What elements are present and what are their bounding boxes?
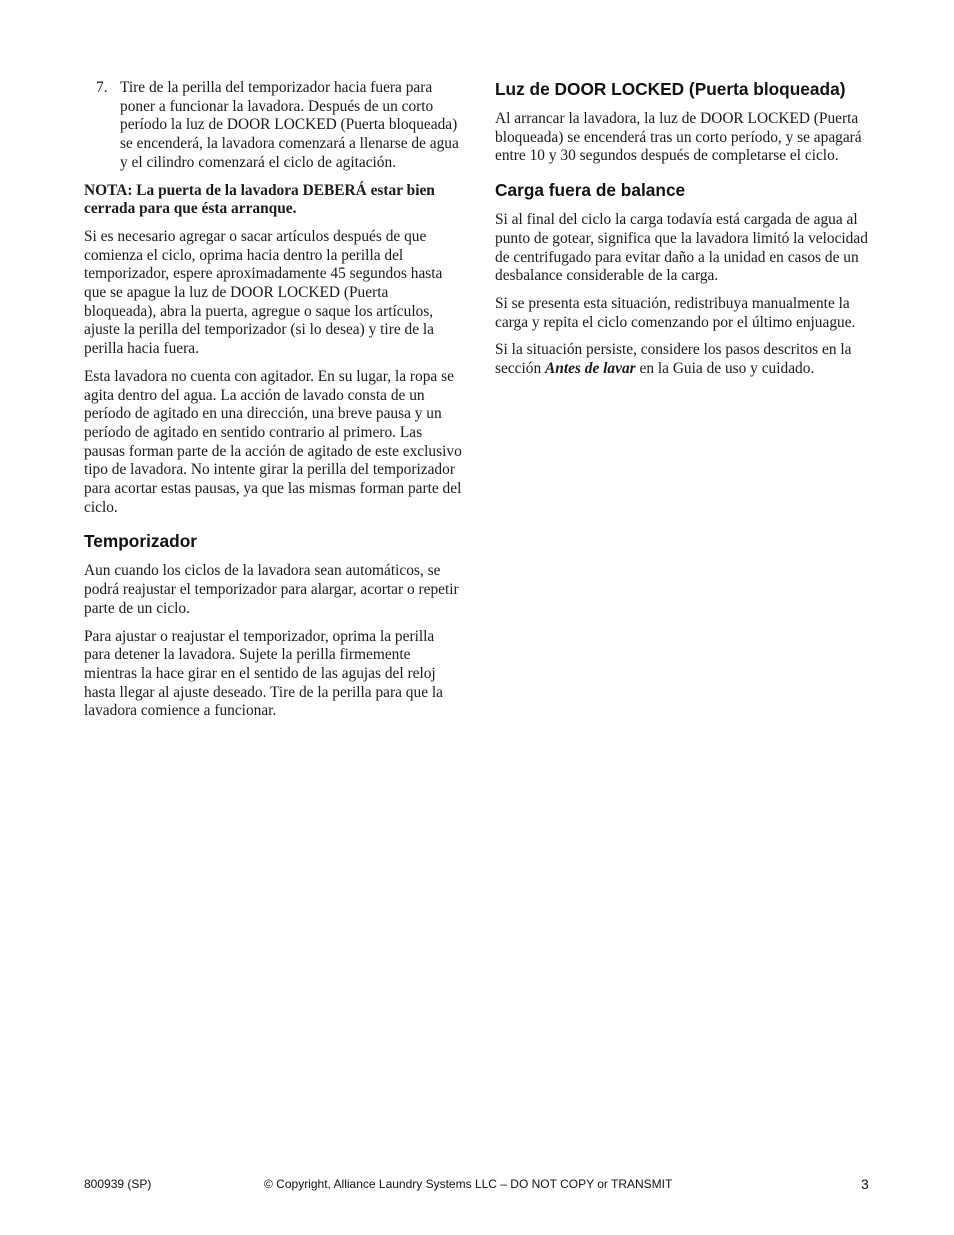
footer-doc-number: 800939 (SP) [84, 1177, 152, 1191]
right-column [495, 79, 873, 388]
step-7 [84, 79, 462, 173]
paragraph-balance-2: Si se presenta esta situación, redistribuya manualmente la carga y repita el ciclo comenzando por el último enjuague. [495, 294, 856, 331]
balance-3-pre: Si la situación persiste, considere los pasos descritos en la sección [495, 341, 852, 378]
footer-copyright: © Copyright, Alliance Laundry Systems LLC – DO NOT COPY or TRANSMIT [264, 1177, 673, 1191]
left-column [84, 79, 462, 730]
heading-door-locked: Luz de DOOR LOCKED (Puerta bloqueada) [495, 79, 846, 99]
paragraph-add-items: Si es necesario agregar o sacar artículos después de que comienza el ciclo, oprima hacia dentro la perilla del temporizador, espere aproximadamente 45 segundos hasta que se apague la luz de DOOR LOCKED (Puerta bloqueada), abra la puerta, agregue o saque los artículos, ajuste la perilla del temporizador (si lo desea) y tire de la perilla hacia fuera. [84, 227, 443, 358]
step-7-text: Tire de la perilla del temporizador hacia fuera para poner a funcionar la lavadora. Después de un corto período la luz de DOOR LOCKED (Puerta bloqueada) se encenderá, la lavadora comenzará a llenarse de agua y el cilindro comenzará el ciclo de agitación. [120, 79, 459, 171]
heading-unbalanced-load: Carga fuera de balance [495, 180, 686, 201]
paragraph-door-locked: Al arrancar la lavadora, la luz de DOOR LOCKED (Puerta bloqueada) se encenderá tras un corto período, y se apagará entre 10 y 30 segundos después de completarse el ciclo. [495, 110, 862, 165]
paragraph-agitator: Esta lavadora no cuenta con agitador. En su lugar, la ropa se agita dentro del agua. La acción de lavado consta de un período de agitado en una dirección, una breve pausa y un período de agitado en sentido contrario al primero. Las pausas forman parte de la acción de agitado de este exclusivo tipo de lavadora. No intente girar la perilla del temporizador para acortar estas pausas, ya que las mismas forman parte del ciclo. [84, 367, 462, 516]
paragraph-balance-1: Si al final del ciclo la carga todavía está cargada de agua al punto de gotear, significa que la lavadora limitó la velocidad de centrifugado para evitar daño a la unidad en casos de un desbalance considerable de la carga. [495, 211, 868, 285]
paragraph-balance-3 [495, 341, 873, 378]
section-reference: Antes de lavar [545, 360, 636, 378]
step-number: 7. [96, 79, 108, 96]
paragraph-timer-2: Para ajustar o reajustar el temporizador, oprima la perilla para detener la lavadora. Sujete la perilla firmemente mientras la hace girar en el sentido de las agujas del reloj hasta llegar al ajuste deseado. Tire de la perilla para que la lavadora comience a funcionar. [84, 627, 443, 720]
heading-timer: Temporizador [84, 531, 197, 552]
paragraph-timer-1: Aun cuando los ciclos de la lavadora sean automáticos, se podrá reajustar el temporizador para alargar, acortar o repetir parte de un ciclo. [84, 562, 459, 617]
page-number: 3 [861, 1176, 869, 1192]
note-door-closed: NOTA: La puerta de la lavadora DEBERÁ estar bien cerrada para que ésta arranque. [84, 181, 435, 218]
balance-3-post: en la Guia de uso y cuidado. [635, 360, 815, 378]
